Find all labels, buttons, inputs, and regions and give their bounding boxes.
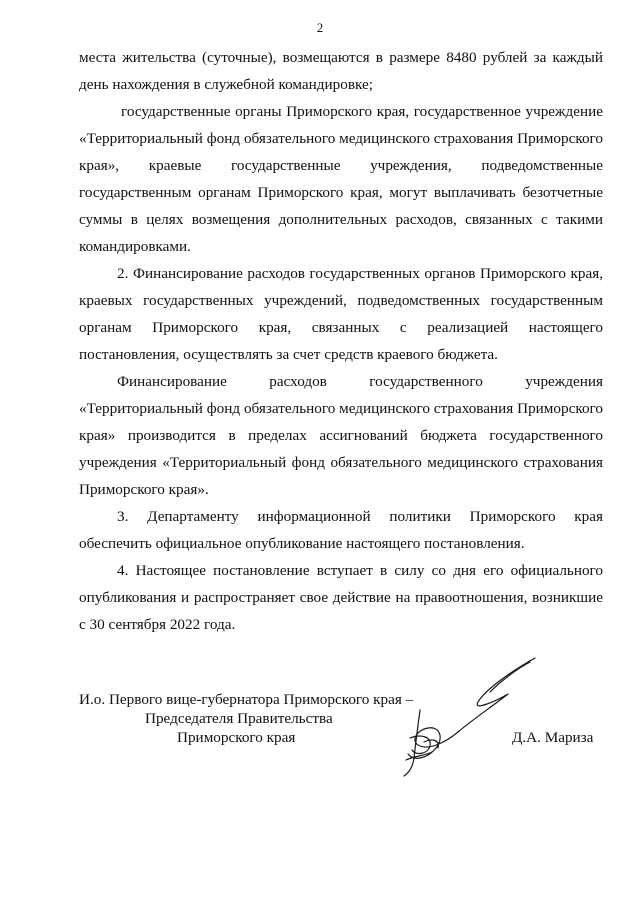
paragraph-financing-fund: Финансирование расходов государственного учреждения «Территориальный фонд обязательного медицинского страхования Приморского края» производится в пределах ассигнований бюджета государственного учреждения «Территориальный фонд обязательного медицинского страхования Приморского края». xyxy=(79,373,603,498)
signer-position-line-2: Председателя Правительства xyxy=(145,710,333,727)
paragraph-item-4: 4. Настоящее постановление вступает в силу со дня его официального опубликования и распространяет свое действие на правоотношения, возникшие с 30 сентября 2022 года. xyxy=(79,562,603,633)
paragraph-item-2: 2. Финансирование расходов государственных органов Приморского края, краевых государственных учреждений, подведомственных государственным органам Приморского края, связанных с реализацией настоящего постановления, осуществлять за счет средств краевого бюджета. xyxy=(79,265,603,363)
paragraph-budget-institutions: государственные органы Приморского края, государственное учреждение «Территориальный фонд обязательного медицинского страхования Приморского края», краевые государственные учреждения, подведомственные государственным органам Приморского края, могут выплачивать безотчетные суммы в целях возмещения дополнительных расходов, связанных с такими командировками. xyxy=(79,103,603,255)
signer-position-line-3: Приморского края xyxy=(177,729,296,746)
paragraph-item-3: 3. Департаменту информационной политики Приморского края обеспечить официальное опубликование настоящего постановления. xyxy=(79,508,603,552)
paragraph-continuation: места жительства (суточные), возмещаются в размере 8480 рублей за каждый день нахождения в служебной командировке; xyxy=(79,49,603,93)
signer-position-line-1: И.о. Первого вице-губернатора Приморского края – xyxy=(79,691,414,708)
signer-name: Д.А. Мариза xyxy=(512,729,594,746)
document-body xyxy=(79,44,603,638)
signature-block xyxy=(79,690,603,810)
page-number: 2 xyxy=(316,20,324,35)
